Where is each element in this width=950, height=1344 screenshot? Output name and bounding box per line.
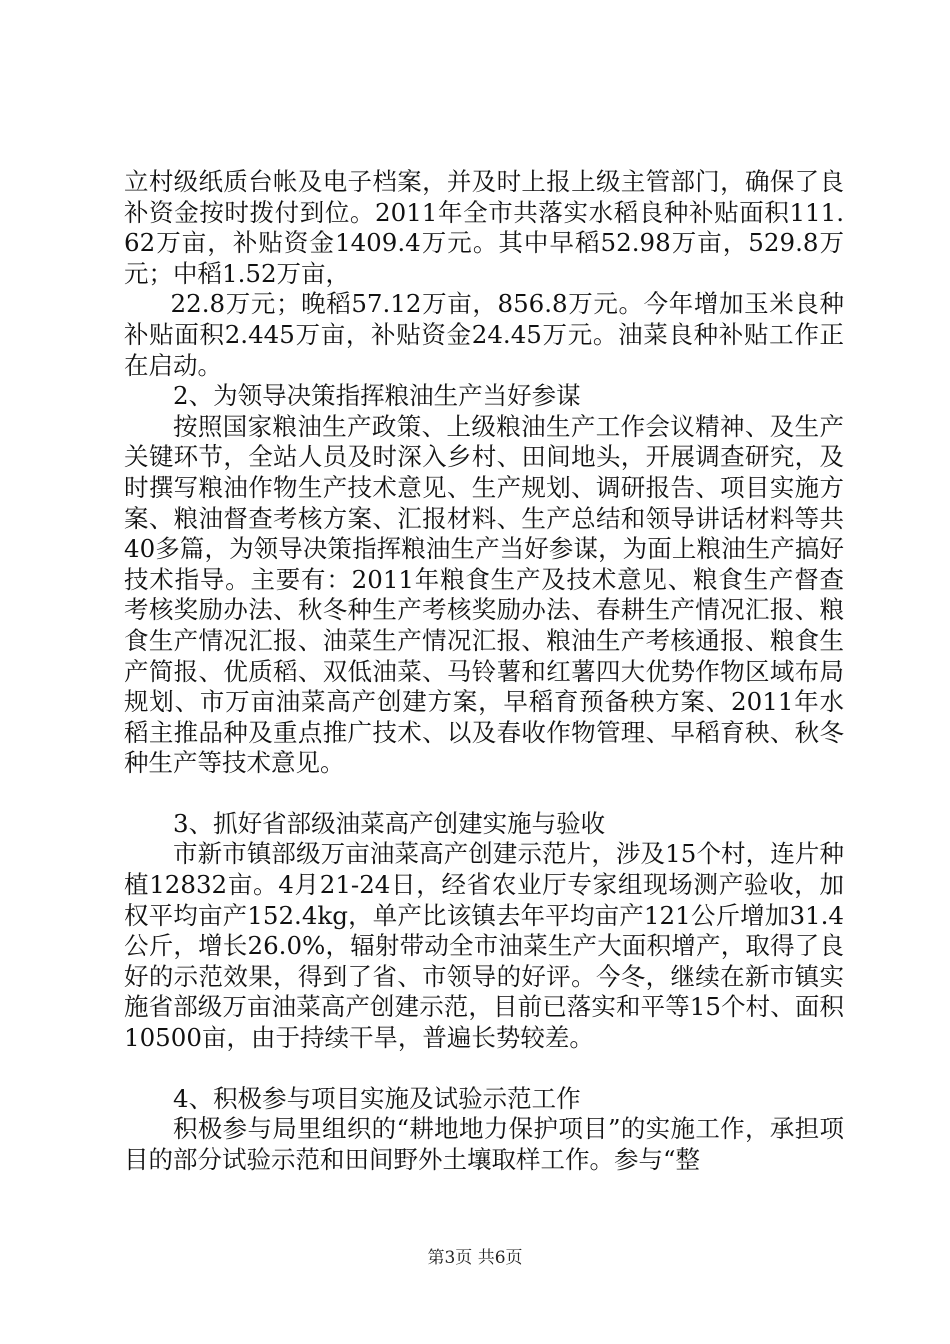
- paragraph-project-work: 积极参与局里组织的“耕地地力保护项目”的实施工作，承担项目的部分试验示范和田间野外土壤取样工作。参与“整: [124, 1114, 844, 1174]
- heading-section-2: 2、为领导决策指挥粮油生产当好参谋: [173, 381, 581, 411]
- paragraph-spacer: [124, 779, 844, 809]
- paragraph-spacer: [124, 1054, 844, 1084]
- paragraph-subsidy-continued: 22.8万元；晚稻57.12万亩，856.8万元。今年增加玉米良种补贴面积2.445万亩，补贴资金24.45万元。油菜良种补贴工作正在启动。: [124, 289, 844, 380]
- document-body: [124, 167, 844, 1175]
- paragraph-advisory-work: 按照国家粮油生产政策、上级粮油生产工作会议精神、及生产关键环节，全站人员及时深入乡村、田间地头，开展调查研究，及时撰写粮油作物生产技术意见、生产规划、调研报告、项目实施方案、粮油督查考核方案、汇报材料、生产总结和领导讲话材料等共40多篇，为领导决策指挥粮油生产当好参谋，为面上粮油生产搞好技术指导。主要有：2011年粮食生产及技术意见、粮食生产督查考核奖励办法、秋冬种生产考核奖励办法、春耕生产情况汇报、粮食生产情况汇报、油菜生产情况汇报、粮油生产考核通报、粮食生产简报、优质稻、双低油菜、马铃薯和红薯四大优势作物区域布局规划、市万亩油菜高产创建方案，早稻育预备秧方案、2011年水稻主推品种及重点推广技术、以及春收作物管理、早稻育秧、秋冬种生产等技术意见。: [124, 411, 844, 778]
- page-number-footer: 第3页 共6页: [427, 1248, 523, 1268]
- heading-section-3: 3、抓好省部级油菜高产创建实施与验收: [173, 808, 606, 838]
- paragraph-subsidy-summary: 立村级纸质台帐及电子档案，并及时上报上级主管部门，确保了良补资金按时拨付到位。2011年全市共落实水稻良种补贴面积111.62万亩，补贴资金1409.4万元。其中早稻52.98万亩，529.8万元；中稻1.52万亩，: [124, 167, 844, 288]
- heading-section-4: 4、积极参与项目实施及试验示范工作: [173, 1083, 581, 1113]
- paragraph-rapeseed-demo: 市新市镇部级万亩油菜高产创建示范片，涉及15个村，连片种植12832亩。4月21-24日，经省农业厅专家组现场测产验收，加权平均亩产152.4kg，单产比该镇去年平均亩产121公斤增加31.4公斤，增长26.0%，辐射带动全市油菜生产大面积增产，取得了良好的示范效果，得到了省、市领导的好评。今冬，继续在新市镇实施省部级万亩油菜高产创建示范，目前已落实和平等15个村、面积10500亩，由于持续干旱，普遍长势较差。: [124, 839, 844, 1053]
